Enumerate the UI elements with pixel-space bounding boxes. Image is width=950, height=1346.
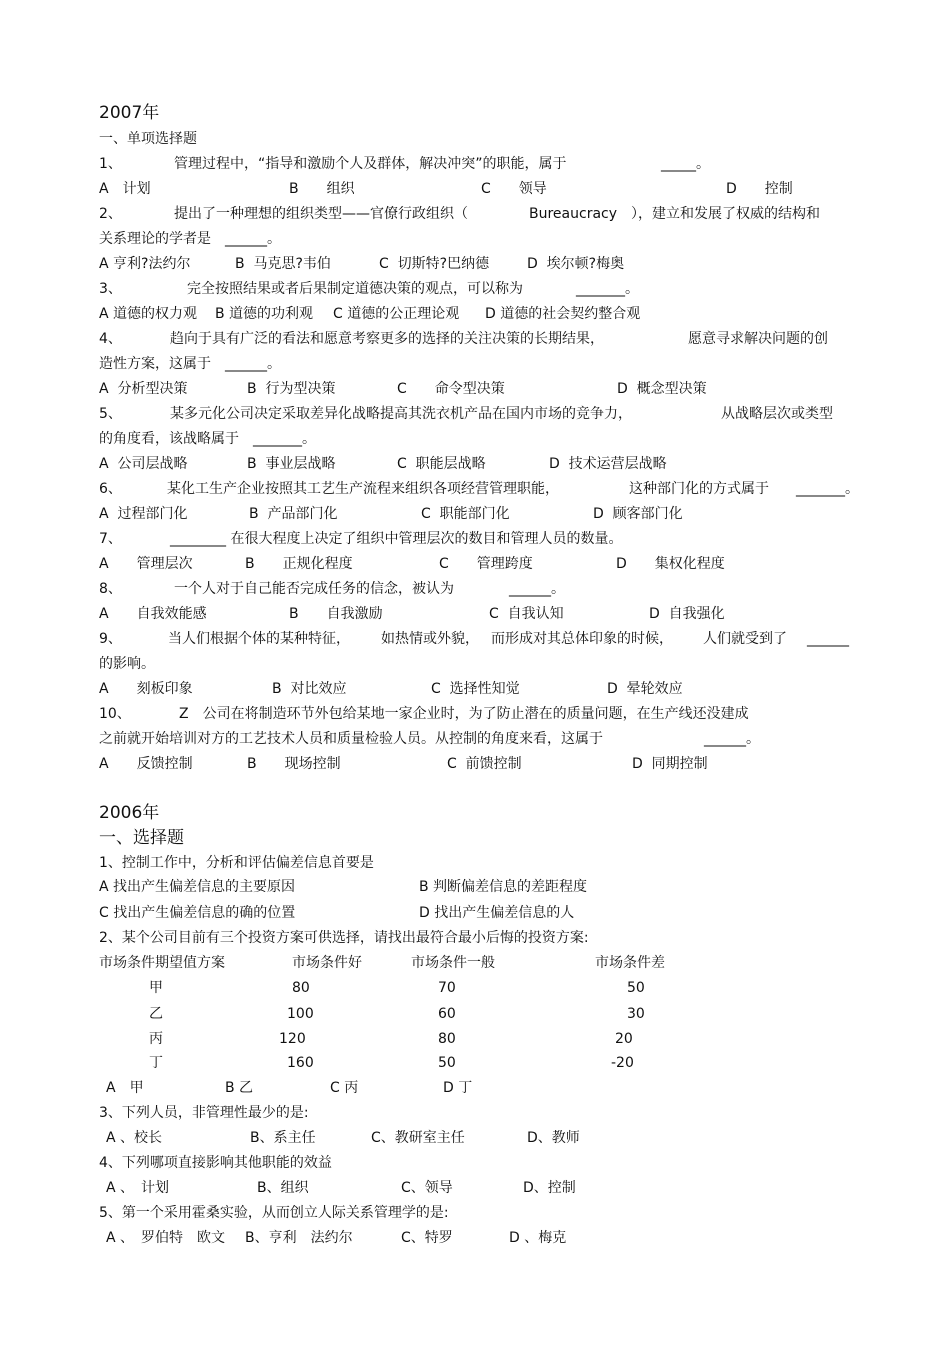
q2007-2: 2、 提出了一种理想的组织类型——官僚行政组织（ Bureaucracy ），建立和发展了权威的结构和 xyxy=(99,206,821,222)
q2006-4-options: A 、 计划 B、组织 C、领导 D、控制 xyxy=(106,1180,576,1196)
q2007-4-options: A 分析型决策 B 行为型决策 C 命令型决策 D 概念型决策 xyxy=(99,381,707,397)
q2007-1: 1、 管理过程中，“指导和激励个人及群体，解决冲突”的职能，属于 _____。 xyxy=(99,156,710,172)
q2007-7-options: A 管理层次 B 正规化程度 C 管理跨度 D 集权化程度 xyxy=(99,556,725,572)
q2007-9-cont: 的影响。 xyxy=(99,656,155,672)
q2006-2-table-row: 丙 120 80 20 xyxy=(149,1031,633,1047)
q2006-2-options: A 甲 B 乙 C 丙 D 丁 xyxy=(106,1080,473,1096)
q2007-2-cont: 关系理论的学者是 ______。 xyxy=(99,231,281,247)
q2007-10: 10、 Z 公司在将制造环节外包给某地一家企业时，为了防止潜在的质量问题，在生产线还没建成 xyxy=(99,706,749,722)
q2007-7: 7、 ________ 在很大程度上决定了组织中管理层次的数目和管理人员的数量。 xyxy=(99,531,623,547)
q2007-6-options: A 过程部门化 B 产品部门化 C 职能部门化 D 顾客部门化 xyxy=(99,506,683,522)
q2007-9: 9、 当人们根据个体的某种特征， 如热情或外貌， 而形成对其总体印象的时候， 人们就受到了 ______ xyxy=(99,631,849,647)
q2006-3: 3、下列人员，非管理性最少的是: xyxy=(99,1105,309,1121)
q2006-5-options: A 、 罗伯特 欧文 B、亨利 法约尔 C、特罗 D 、梅克 xyxy=(106,1230,567,1246)
q2006-2-table-header: 市场条件期望值方案 市场条件好 市场条件一般 市场条件差 xyxy=(99,955,665,971)
section-2007-title: 一、单项选择题 xyxy=(99,131,197,147)
q2007-5-cont: 的角度看，该战略属于 _______。 xyxy=(99,431,316,447)
q2007-1-options: A 计划 B 组织 C 领导 D 控制 xyxy=(99,181,793,197)
q2007-2-options: A 亨利?法约尔 B 马克思?韦伯 C 切斯特?巴纳德 D 埃尔顿?梅奥 xyxy=(99,256,625,272)
q2007-9-options: A 刻板印象 B 对比效应 C 选择性知觉 D 晕轮效应 xyxy=(99,681,683,697)
q2007-3-options: A 道德的权力观 B 道德的功利观 C 道德的公正理论观 D 道德的社会契约整合观 xyxy=(99,306,641,322)
q2006-4: 4、下列哪项直接影响其他职能的效益 xyxy=(99,1155,332,1171)
q2007-4-cont: 造性方案，这属于 ______。 xyxy=(99,356,281,372)
q2006-2-table-row: 甲 80 70 50 xyxy=(149,980,645,996)
q2006-1-options-cd: C 找出产生偏差信息的确的位置 D 找出产生偏差信息的人 xyxy=(99,905,575,921)
q2007-10-cont: 之前就开始培训对方的工艺技术人员和质量检验人员。从控制的角度来看，这属于 ______。 xyxy=(99,731,760,747)
q2007-8: 8、 一个人对于自己能否完成任务的信念，被认为 ______。 xyxy=(99,581,565,597)
q2006-2: 2、某个公司目前有三个投资方案可供选择，请找出最符合最小后悔的投资方案: xyxy=(99,930,589,946)
q2007-4: 4、 趋向于具有广泛的看法和愿意考察更多的选择的关注决策的长期结果， 愿意寻求解决问题的创 xyxy=(99,331,828,347)
year-2007-heading: 2007年 xyxy=(99,103,160,123)
q2006-1: 1、控制工作中，分析和评估偏差信息首要是 xyxy=(99,855,374,871)
q2006-5: 5、第一个采用霍桑实验，从而创立人际关系管理学的是: xyxy=(99,1205,449,1221)
q2007-8-options: A 自我效能感 B 自我激励 C 自我认知 D 自我强化 xyxy=(99,606,725,622)
q2006-3-options: A 、校长 B、系主任 C、教研室主任 D、教师 xyxy=(106,1130,580,1146)
q2006-2-table-row: 乙 100 60 30 xyxy=(149,1006,645,1022)
q2007-5-options: A 公司层战略 B 事业层战略 C 职能层战略 D 技术运营层战略 xyxy=(99,456,667,472)
q2007-6: 6、 某化工生产企业按照其工艺生产流程来组织各项经营管理职能， 这种部门化的方式属于 _______。 xyxy=(99,481,859,497)
q2007-10-options: A 反馈控制 B 现场控制 C 前馈控制 D 同期控制 xyxy=(99,756,708,772)
q2007-3: 3、 完全按照结果或者后果制定道德决策的观点，可以称为 _______。 xyxy=(99,281,639,297)
q2006-1-options-ab: A 找出产生偏差信息的主要原因 B 判断偏差信息的差距程度 xyxy=(99,879,588,895)
q2007-5: 5、 某多元化公司决定采取差异化战略提高其洗衣机产品在国内市场的竞争力， 从战略层次或类型 xyxy=(99,406,833,422)
q2006-2-table-row: 丁 160 50 -20 xyxy=(149,1055,634,1071)
year-2006-heading: 2006年 xyxy=(99,803,160,823)
section-2006-title: 一、选择题 xyxy=(99,828,184,848)
